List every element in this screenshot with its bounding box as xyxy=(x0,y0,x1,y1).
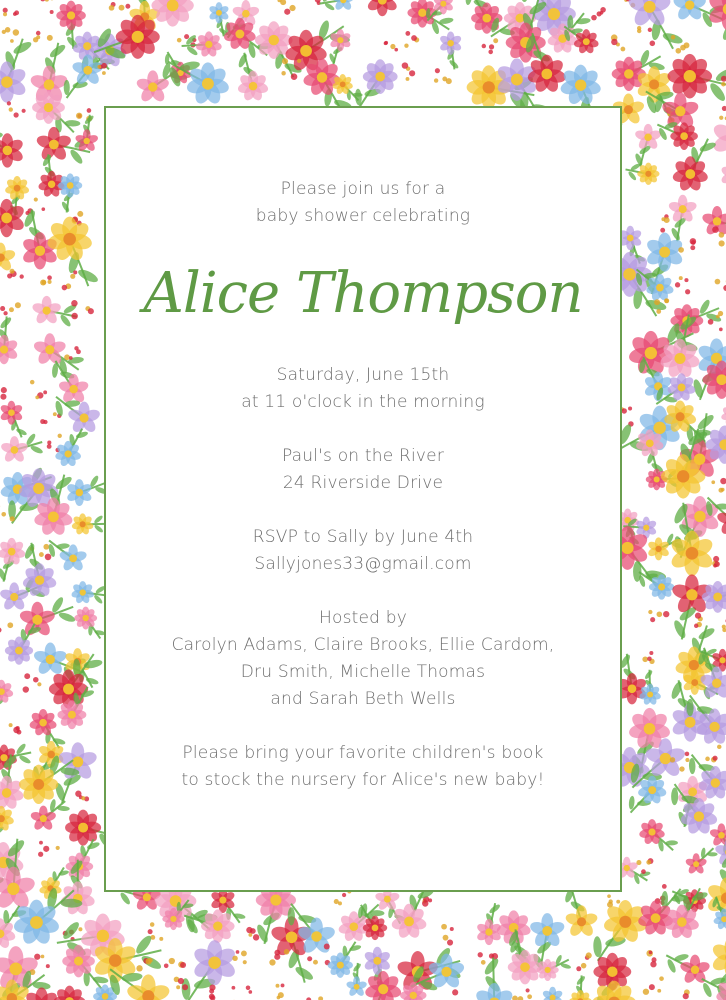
note-line-1: Please bring your favorite children's book xyxy=(182,743,544,763)
hosts-heading: Hosted by xyxy=(318,608,407,628)
text-panel xyxy=(104,106,622,892)
hosts-line-3: and Sarah Beth Wells xyxy=(270,689,456,709)
note-line-2: to stock the nursery for Alice's new baby! xyxy=(181,770,545,790)
rsvp-email: Sallyjones33@gmail.com xyxy=(254,554,472,574)
intro-line-1: Please join us for a xyxy=(280,179,446,199)
intro-line-2: baby shower celebrating xyxy=(255,206,471,226)
invitation-text xyxy=(106,176,620,794)
date-line: Saturday, June 15th xyxy=(276,365,450,385)
hosts-line-2: Dru Smith, Michelle Thomas xyxy=(240,662,486,682)
honoree-name: Alice Thompson xyxy=(143,261,583,326)
rsvp-line: RSVP to Sally by June 4th xyxy=(252,527,474,547)
venue-address: 24 Riverside Drive xyxy=(282,473,444,493)
hosts-line-1: Carolyn Adams, Claire Brooks, Ellie Cardom, xyxy=(171,635,555,655)
time-line: at 11 o'clock in the morning xyxy=(241,392,485,412)
venue-name: Paul's on the River xyxy=(281,446,445,466)
